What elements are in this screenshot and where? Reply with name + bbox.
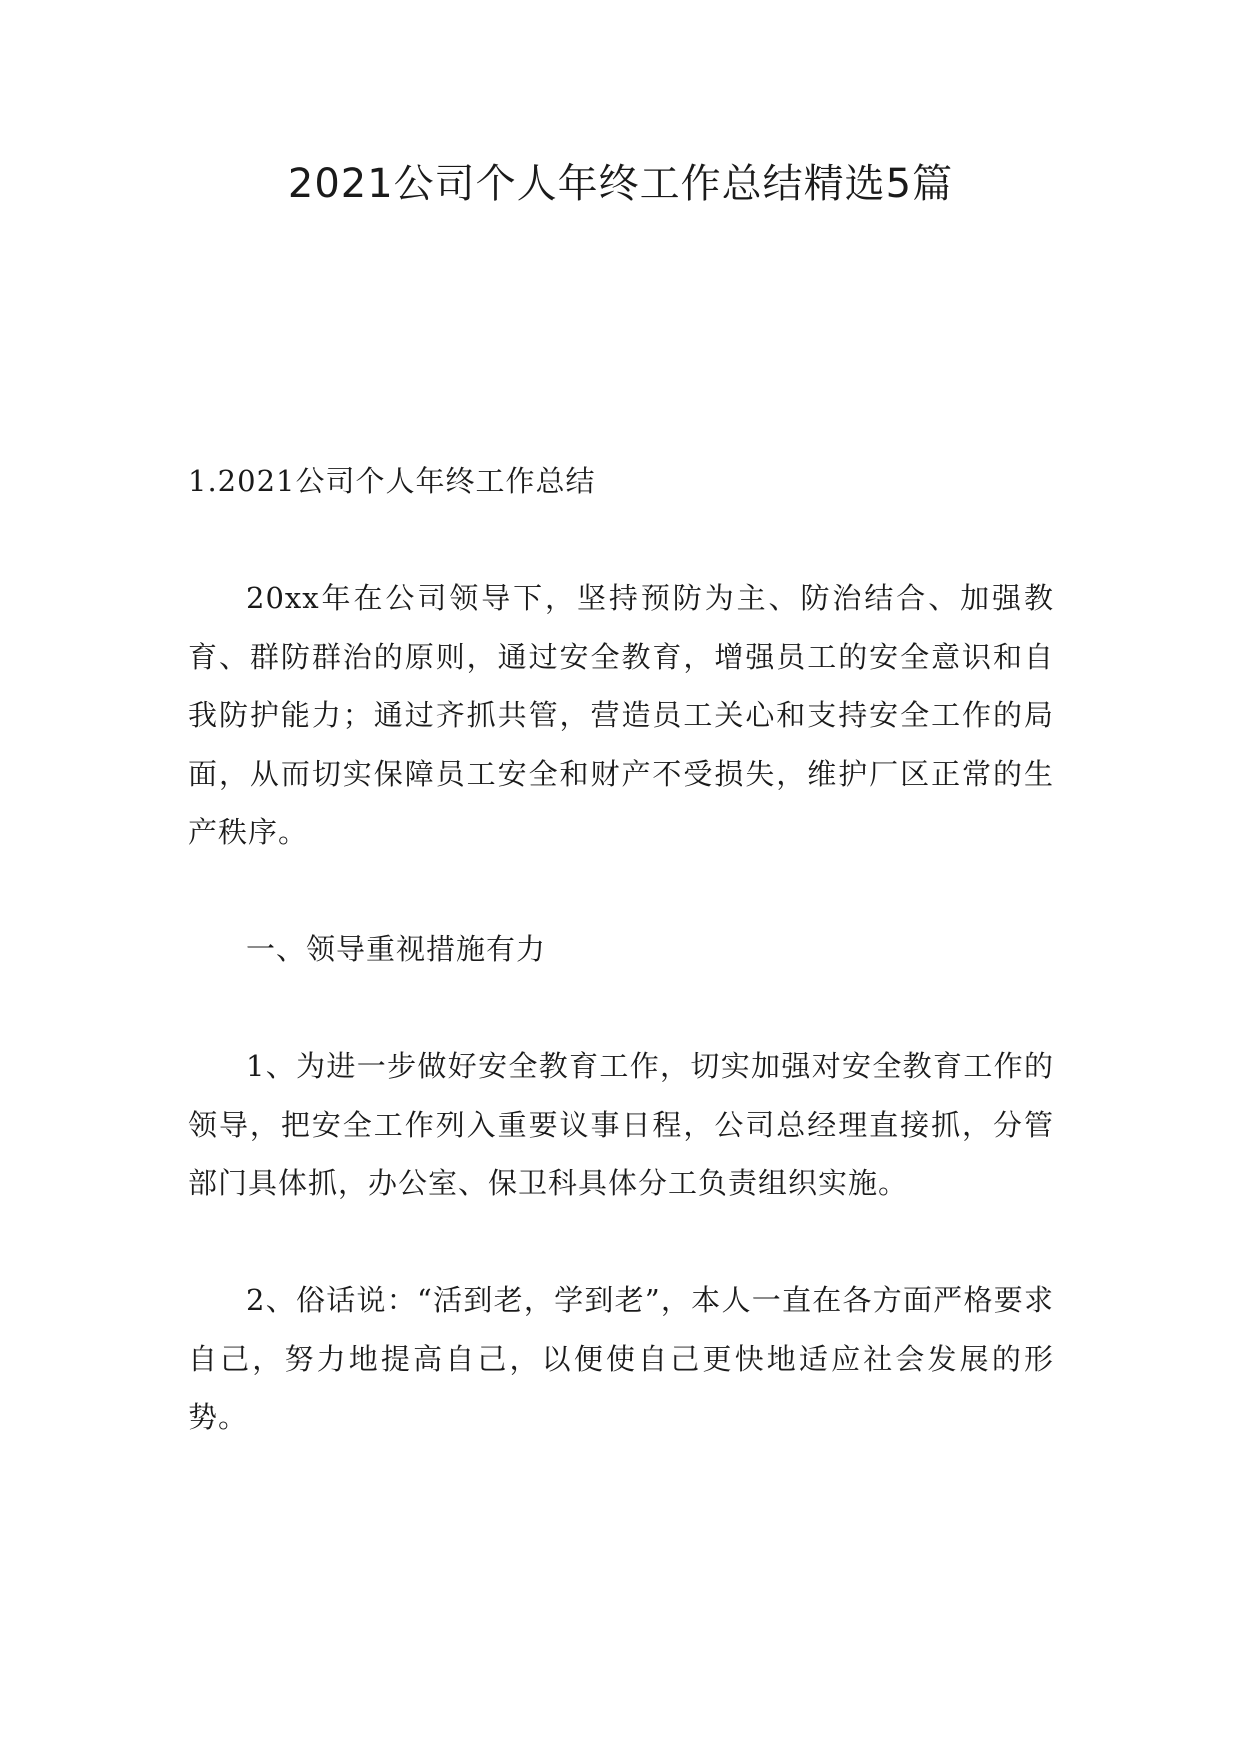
paragraph-spacer — [188, 511, 1054, 570]
list-item-1: 1、为进一步做好安全教育工作，切实加强对安全教育工作的领导，把安全工作列入重要议事日程，公司总经理直接抓，分管部门具体抓，办公室、保卫科具体分工负责组织实施。 — [188, 1049, 1054, 1200]
document-body — [188, 452, 1054, 1447]
section-title: 1.2021公司个人年终工作总结 — [188, 464, 596, 498]
subheading-leadership: 一、领导重视措施有力 — [246, 932, 547, 966]
paragraph-spacer — [188, 979, 1054, 1038]
list-item-2: 2、俗话说：“活到老，学到老”，本人一直在各方面严格要求自己，努力地提高自己，以便使自己更快地适应社会发展的形势。 — [188, 1283, 1054, 1434]
intro-paragraph: 20xx年在公司领导下，坚持预防为主、防治结合、加强教育、群防群治的原则，通过安全教育，增强员工的安全意识和自我防护能力；通过齐抓共管，营造员工关心和支持安全工作的局面，从而切实保障员工安全和财产不受损失，维护厂区正常的生产秩序。 — [188, 581, 1054, 849]
paragraph-spacer — [188, 862, 1054, 921]
paragraph-spacer — [188, 1213, 1054, 1272]
document-title: 2021公司个人年终工作总结精选5篇 — [287, 161, 954, 207]
